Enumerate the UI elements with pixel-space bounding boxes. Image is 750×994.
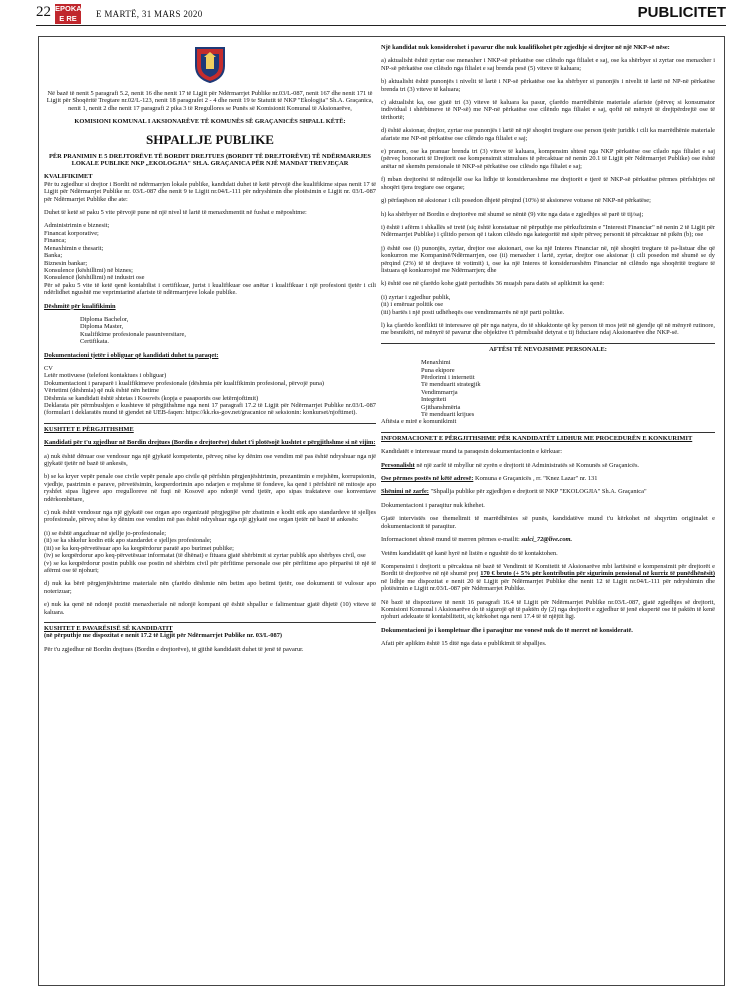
condition-c: c) nuk është vendosur nga një gjykatë ose organ apo organizatë përgjegjëse për zbatimin e kodit etik apo standardeve të sjelljes profesionale, përveç nëse ky dënim ose vendim më pas është ndryshuar nga një gjykatë ose organ tjetër në bazë të ankesës: [44, 509, 376, 524]
procedure-heading: INFORMACIONET E PËRGJITHSHME PËR KANDIDATËT LIDHUR ME PROCEDURËN E KONKURIMIT [381, 434, 693, 442]
degrees-list [44, 316, 376, 346]
list-item: Të menduarit strategjik [421, 381, 481, 389]
experience-text: Duhet të ketë së paku 5 vite përvojë pune në një nivel të lartë të menaxhmentit në fushat e mëposhtme: [44, 209, 307, 217]
condition-c-list [44, 530, 376, 574]
list-item: Banka; [44, 252, 63, 260]
list-item: Menaxhimi [421, 359, 451, 367]
list-item: (i) zyrtar i zgjedhur publik, [381, 293, 451, 301]
procedure-text: Kandidatët e interesuar mund ta paraqesin dokumentacionin e kërkuar: [381, 448, 563, 456]
list-item: (v) se ka keqpërdorur postin publik ose postin në shërbim civil për përfitime personale ose për përfitime apo përparësi të një të afërmi ose të njohuri; [44, 559, 376, 574]
criteria-item: h) ka shërbyer në Bordin e drejtorëve më shumë se nëntë (9) vite nga data e zgjedhjes së parë të tij/saj; [381, 210, 644, 218]
page-header [0, 0, 750, 26]
list-item: Konsulencë (këshillimi) në industri ose [44, 274, 145, 282]
criteria-item: b) aktualisht është punonjës i nivelit të lartë i NP-së përkatëse ose ka shërbyer si punonjës i nivelit të lartë në NP-në përkatëse brenda tri (3) viteve të kaluara; [381, 78, 715, 93]
page-number: 22 [36, 4, 51, 20]
general-conditions-sub: Kandidati për t'u zgjedhur në Bordin drejtues (Bordin e drejtorëve) duhet t'i plotësojë kushtet e përgjithshme si në vijim: [44, 439, 376, 447]
independence-sub: (në përputhje me dispozitat e nenit 17.2 të Ligjit për Ndërmarrjet Publike nr. 03/L-087) [44, 632, 283, 640]
list-item: Vendimmarrja [421, 388, 458, 396]
list-item: Menaxhimin e thesarit; [44, 244, 104, 252]
list-item: Biznesin bankar; [44, 259, 88, 267]
skills-heading: AFTËSI TË NEVOJSHME PERSONALE: [489, 345, 607, 353]
list-item: Financa; [44, 237, 67, 245]
incomplete-docs-note: Dokumentacioni jo i kompletuar dhe i paraqitur me vonesë nuk do të merret në konsideratë. [381, 626, 633, 634]
section-divider [381, 343, 715, 344]
list-item: Gjithanshmëria [421, 403, 461, 411]
condition-e: e) nuk ka qenë në ndonjë pozitë menaxheriale në ndonjë kompani që është shpallur e falimentuar gjatë dhjetë (10) viteve të kaluara. [44, 601, 376, 616]
ad-subtitle: PËR PRANIMIN E 5 DREJTORËVE TË BORDIT DREJTUES (BORDIT TË DREJTORËVE) TË NDËRMARRJES LOKALE PUBLIKE NKP „EKOLOGJIA" SH.A. GRAÇANICA PËR NJË MANDAT TREVJEÇAR [49, 152, 371, 168]
criteria-item: f) mban drejtorësi të ndërsjellë ose ka lidhje të konsiderueshme me drejtorët e tjerë të NKP-së përkatëse përmes përfshirjes në shoqëri tjera tregtare ose organe; [381, 176, 715, 191]
not-returned-note: Dokumentacioni i paraqitur nuk kthehet. [381, 501, 485, 509]
list-item: (iii) bartës i një posti udhëheqës ose vendimmarrës në një parti politike. [381, 308, 565, 316]
email-link[interactable]: sulci_72@live.com. [521, 536, 573, 544]
list-item: Aftësia e mirë e komunikimit [381, 418, 457, 426]
list-item: Për së paku 5 vite të ketë qenë kontabilist i certifikuar, jurist i kualifikuar ose anëtar i kualifikuar i një profesioni tjetër i cili ndërlidhet ngushtë me veprimtarinë afariste të ndërmarrjeve lokale publike. [44, 281, 376, 297]
list-item: (iv) se keqpërdorur apo keq-përvetësuar informatat (të dhënat) e fituara gjatë shërbimit si zyrtar publik apo shërbyes civil, ose [44, 552, 366, 560]
documents-list [44, 365, 376, 417]
list-item: Përdorimi i internetit [421, 374, 475, 381]
municipality-crest-icon [192, 44, 228, 84]
right-column [381, 44, 715, 654]
section-divider [381, 432, 715, 433]
criteria-item: c) aktualisht ka, ose gjatë tri (3) viteve të kaluara ka pasur, çfarëdo marrëdhënie materiale afariste (përveç si konsumator individual i shërbimeve të NP-së) me NP-në përkatëse ose cilëndo nga filialet e saj, qoftë në mënyrë të drejtpërdrejtë ose të tërthortë; [381, 99, 715, 121]
list-item: Të menduarit krijues [421, 411, 475, 419]
list-item: Integriteti [421, 396, 447, 404]
section-title: PUBLICITET [637, 4, 726, 21]
criteria-item: e) pranon, ose ka pranuar brenda tri (3) viteve të kaluara, kompensim shtesë nga NKP përkatëse ose cilado nga filialet e saj (përveç honorarit të Drejtorit ose kompensimit stimulues të përcaktuar në nenin 20.1 të Ligjit për Ndërmarrjet Publike) ose është anëtar në skemën pensionale të NKP-së përkatëse ose cilësdo nga filialet e saj; [381, 148, 715, 170]
issue-date: E MARTË, 31 MARS 2020 [96, 9, 203, 19]
list-item: Administrimin e biznesit; [44, 222, 110, 230]
newspaper-logo: EPOKA E RE [55, 4, 82, 23]
general-conditions-heading: KUSHTET E PËRGJITHSHME [44, 425, 134, 433]
list-item: Konsulence (këshillimi) në biznes; [44, 266, 133, 274]
originals-note: Gjatë intervistës ose themelimit të marrëdhënies së punës, kandidatëve mund t'u kërkohet në shqyrtim origjinalet e dokumentacionit të paraqitur. [381, 515, 715, 530]
criteria-item: k) është ose në çfarëdo kohe gjatë periudhës 36 muajsh para datës së aplikimit ka qenë: [381, 280, 605, 288]
criteria-item: d) është aksionar, drejtor, zyrtar ose punonjës i lartë në një shoqëri tregtare ose person tjetër juridik i cili ka marrëdhënie materiale afariste me NP-në përkatëse ose cilëndo nga filialet e saj; [381, 127, 715, 142]
list-item: (ii) se ka shkelur kodin etik apo standardet e sjelljes profesionale; [44, 537, 212, 545]
section-divider [44, 423, 376, 424]
envelope-note: Shënimi në zarfe: "Shpallja publike për zgjedhjen e drejtorit të NKP "EKOLOGJIA" Sh.A. Graçanica" [381, 488, 647, 496]
independence-criteria-heading: Një kandidat nuk konsiderohet i pavarur dhe nuk kualifikohet për zgjedhje si drejtor në një NKP-së nëse: [381, 44, 670, 51]
email-info: Informacionet shtesë mund të merren përmes e-mailit: sulci_72@live.com. [381, 536, 573, 544]
qualifications-heading: KVALIFIKIMET [44, 173, 93, 181]
legal-basis: Në bazë të nenit 5 paragrafi 5.2, nenit 16 dhe nenit 17 të Ligjit për Ndërmarrjet Publike nr.03/L-087, nenit 167 dhe nenit 171 të Ligjit për Shoqëritë Tregtare nr.02/L-123, nenit 18 paragrafet 2 - 4 dhe nenit 19 te Statutit të NKP "Ekologjia" Sh.A. Graçanica, nenit 1, nenit 2 dhe nenit 17 paragrafi 2 pika 3 të Rregullores se Punës së Komisionit Komunal të Aksionarëve, [46, 90, 374, 112]
committee-heading: KOMISIONI KOMUNAL I AKSIONARËVE TË KOMUNËS SË GRAÇANICËS SHPALL KËTË: [74, 118, 346, 126]
fields-list [44, 222, 376, 296]
qualifications-text: Për tu zgjedhur si drejtor i Bordit në ndërmarrjen lokale publike, kandidati duhet të ketë përvojë dhe kualifikime sipas nenit 17 të Ligjit për Ndërmarrjet Publike nr. 03/L-087 dhe nenit 9 te Ligjit nr.04/L-111 për ndryshimin dhe plotësimin e Ligjit nr. 03/L-087 për Ndërmarrjet Publike dhe ate: [44, 180, 376, 203]
conflict-of-interest: l) ka çfarëdo konflikti të interesave që për nga natyra, do të shkaktonte që ky person të mos jetë në gjendje që në mënyrë rutinore, me besnikëri, në mënyrë të pavarur dhe objektive t'i përmbushë detyrat e tij fiduciare ndaj Aksionarëve dhe NKP-së. [381, 321, 715, 337]
independence-heading: KUSHTET E PAVARËSISË SË KANDIDATIT [44, 624, 173, 632]
condition-a: a) nuk është dënuar ose vendosur nga një gjykatë kompetente, përveç nëse ky dënim ose vendim më pas është ndryshuar nga një gjykatë tjetër në bazë të ankesës, [44, 452, 376, 468]
list-item: Certifikata. [80, 338, 109, 346]
shortlist-note: Vetëm kandidatët që kanë hyrë në listën e ngushtë do të kontaktohen. [381, 549, 558, 557]
list-item: Diploma Master, [80, 323, 124, 331]
left-column [44, 44, 376, 659]
skills-list [381, 359, 715, 426]
list-item: (iii) se ka keq-përvetësuar apo ka keqpërdorur paratë apo burimet publike; [44, 544, 234, 552]
independence-text: Për t'u zgjedhur në Bordin drejtues (Bordin e drejtorëve), të gjithë kandidatët duhet të jenë të pavarur. [44, 645, 304, 653]
ad-title: SHPALLJE PUBLIKE [146, 131, 274, 147]
list-item: Diploma Bachelor, [80, 315, 129, 323]
criteria-item: a) aktualisht është zyrtar ose menaxher i NKP-së përkatëse ose cilësdo nga filialet e saj, ose ka shërbyer si zyrtar ose menaxher i NP-së përkatëse ose cilësdo nga filialet e saj brenda pesë (5) viteve të kaluara; [381, 57, 715, 72]
list-item: Financat korporative; [44, 229, 99, 237]
list-item: (i) se është angazhuar në sjellje jo-profesionale; [44, 529, 167, 537]
list-item: CV [44, 364, 53, 372]
condition-d: d) nuk ka bërë përgjenjështrime materiale nën çfarëdo dëshmie nën betim apo betimi tjetër, ose dokumenti të vulosur apo noterizuar; [44, 580, 376, 595]
submit-by-post: Ose përmes postës në këtë adresë: Komuna e Graçanicës , rr. "Knez Lazar" nr. 131 [381, 475, 598, 483]
list-item: Vërtetimi (dëshmia) që nuk është nën hetime [44, 387, 159, 395]
section-divider [44, 622, 376, 623]
expert-directors-note: Në bazë të dispozitave të nenit 16 paragrafi 16.4 të Ligjit për Ndërmarrjet Publike nr.03/L-087, gjatë zgjedhjes së drejtorit, Komisioni Komunal i Aksionarëve do të sigurojë që të paktën dy (2) nga drejtorët e zgjedhur të jenë ekspertë ose të paktën të kenë njohuri adekuate të kontabilitetit, siç kërkohet nga neni 17.4 të të njëjtit ligj. [381, 598, 715, 621]
list-item: Dokumentacioni i paraparë i kualifikimeve profesionale (dëshmia për kualifikimin profesional, përvojë puna) [44, 379, 325, 387]
list-item: Puna ekipore [421, 366, 455, 374]
list-item: Dëshmia se kandidati është shtetas i Kosovës (kopja e pasaportës ose letërnjoftimit) [44, 394, 259, 402]
list-item: Letër motivuese (telefoni kontaktues i obliguar) [44, 372, 167, 380]
documents-heading: Dokumentacioni tjetër i obliguar që kandidati duhet ta paraqet: [44, 351, 219, 359]
criteria-item: i) është i afërm i shkallës së tretë (siç është konstatuar në përputhje me përkufizimin e "Interesit Financiar" në nenin 2 të Ligjit për Ndërmarrjet Publike) i çilitdo person që i takon cilësdo nga kategoritë më sipër përveç personit të përcaktuar në pikën (b); ose [381, 223, 715, 239]
condition-b: b) se ka kryer vepër penale ose civile vepër penale apo civile që përfshin përgjenjështrimin, prezantimin e rrejshëm, korrupsionin, vjedhje, pastrimin e parave, përvetësimin, keqperdorimin apo ndarjen e rrejshme të fondeve, ka qenë i përfshirë në mitosje apo ryshfet sipas ligjeve apo rregulloreve në fuqi në Kosovë apo ndonjë vend tjetër, apo sipas traktateve ose konventave ndërkombëtare, [44, 473, 376, 503]
header-rule [36, 25, 726, 26]
criteria-item: g) përfaqëson në aksionar i cili posedon dhjetë përqind (10%) të aksioneve votuese në NKP-në përkatëse; [381, 197, 651, 205]
list-item: Deklarata për përmbushjen e kushteve të përgjithshme nga neni 17 paragrafi 17.2 të Ligjit për Ndërmarrjet Publike nr.03/L-087 (formulari i deklaratës mund të gjendet në UEB-faqen: https://kk.rks-gov.net/gracanice në seksionin: konkurset/njoftimet). [44, 402, 376, 417]
compensation-note: Kompensimi i drejtorit u përcaktua në bazë të Vendimit të Komitetit të Aksionarëve mbi lartësinë e kompensimit për drejtorët e Bordit të drejtorëve në një shumë prej 170 € bruto (+ 5% për kontributin për sigurimin pensional në kurriz të punëdhënësit) në lidhje me dispozitat e nenit 20 të Ligjit për Ndërmarrjet Publike dhe nenit 12 të Ligjit nr.04/L-111 për ndryshimin dhe plotësimin e Ligjit nr.03/L-087 për Ndërmarrjet Publike. [381, 562, 715, 593]
political-list [381, 294, 715, 316]
degrees-heading: Dëshmitë për kualifikimin [44, 302, 116, 310]
list-item: (ii) i emëruar politik ose [381, 301, 444, 309]
list-item: Kualifikime profesionale pasuniversitare, [80, 330, 186, 338]
criteria-item: j) është ose (i) punonjës, zyrtar, drejtor ose aksionari, ose ka një Interes Financiar në, një shoqëri tregtare të pa-listuar dhe që konkurron me Kompaninë/Ndërmarrjen, ose (ii) menaxher i lartë, zyrtar, drejtor ose aksionar (i cili posedon më shumë se dy përqind (2%) të të drejtave të votimit) i, ose ka një Interes të konsiderueshëm Financiar në cilëndo nga shoqëritë tregtare të listuara që konkurrojnë me Ndërmarrjen; dhe [381, 244, 715, 274]
submit-in-person: Personalisht në një zarfë të mbyllur në zyrën e drejtorit të Administratës së Komunës së Graçanicës. [381, 461, 640, 469]
deadline-note: Afati për aplikim është 15 ditë nga data e publikimit të shpalljes. [381, 640, 547, 648]
